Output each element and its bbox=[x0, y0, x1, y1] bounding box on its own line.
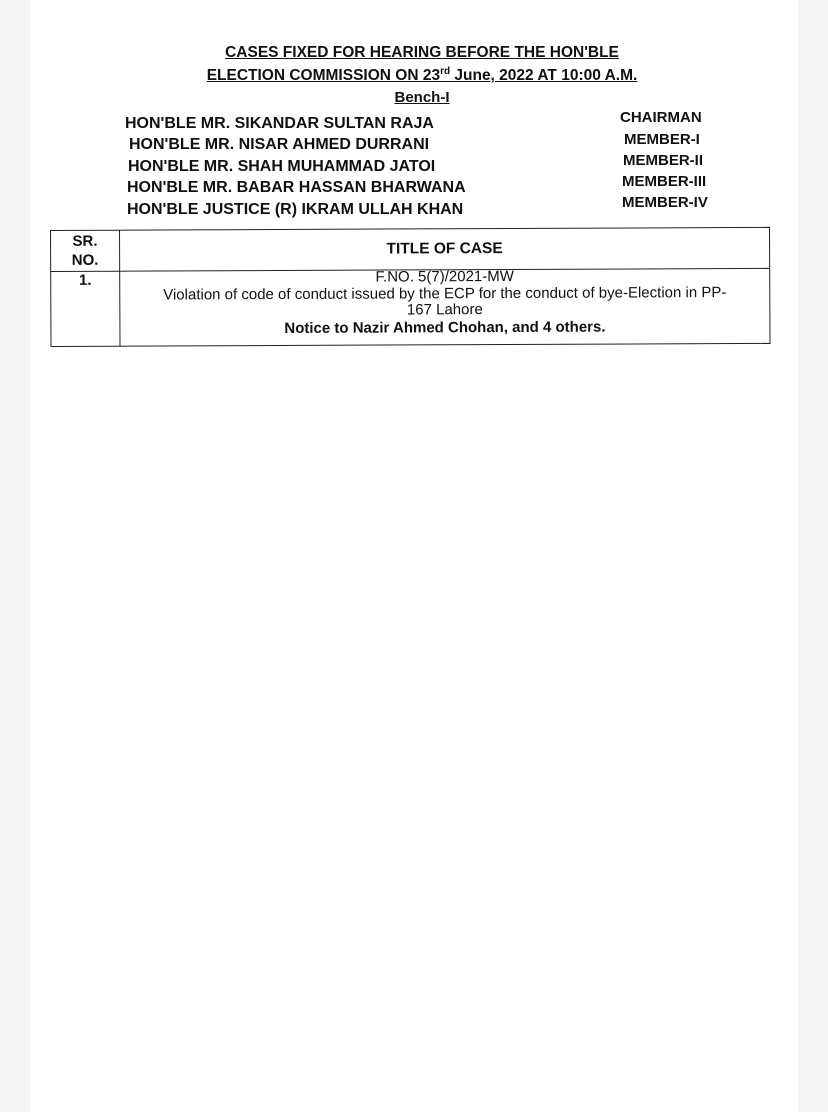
member-role: MEMBER-IV bbox=[622, 194, 708, 211]
title-of-case-header: TITLE OF CASE bbox=[120, 227, 770, 271]
heading-line-2-date: ELECTION COMMISSION ON 23 bbox=[206, 67, 441, 85]
member-role: MEMBER-I bbox=[624, 131, 700, 148]
member-name: HON'BLE MR. SIKANDAR SULTAN RAJA bbox=[125, 115, 434, 132]
member-role: MEMBER-III bbox=[622, 173, 707, 190]
file-number: F.NO. 5(7)/2021-MW bbox=[375, 267, 514, 286]
member-name: HON'BLE JUSTICE (R) IKRAM ULLAH KHAN bbox=[127, 201, 464, 218]
sr-no-header bbox=[51, 230, 120, 271]
sr-header-line-1: SR. bbox=[72, 232, 98, 250]
sr-no-cell: 1. bbox=[51, 271, 120, 346]
case-description-line-2: 167 Lahore bbox=[406, 301, 483, 319]
document-page bbox=[30, 0, 798, 1112]
case-title-cell bbox=[120, 268, 770, 346]
case-description-line-1: Violation of code of conduct issued by the ECP for the conduct of bye-Election in PP- bbox=[163, 284, 727, 304]
member-name: HON'BLE MR. BABAR HASSAN BHARWANA bbox=[127, 179, 466, 196]
case-notice: Notice to Nazir Ahmed Chohan, and 4 others. bbox=[284, 318, 606, 337]
member-role: CHAIRMAN bbox=[620, 109, 702, 126]
member-name: HON'BLE MR. SHAH MUHAMMAD JATOI bbox=[128, 158, 436, 175]
heading-line-2-time: June, 2022 AT 10:00 A.M. bbox=[450, 67, 638, 85]
bench-title: Bench-I bbox=[394, 89, 450, 106]
table-header-row bbox=[51, 227, 770, 271]
heading-line-1: CASES FIXED FOR HEARING BEFORE THE HON'BLE bbox=[225, 44, 619, 61]
heading-line-2 bbox=[38, 66, 806, 85]
heading-date-suffix: rd bbox=[440, 66, 451, 77]
cases-table bbox=[50, 227, 771, 347]
table-row bbox=[51, 268, 770, 346]
sr-header-line-2: NO. bbox=[71, 251, 99, 269]
member-name: HON'BLE MR. NISAR AHMED DURRANI bbox=[129, 136, 430, 153]
member-role: MEMBER-II bbox=[623, 152, 703, 169]
